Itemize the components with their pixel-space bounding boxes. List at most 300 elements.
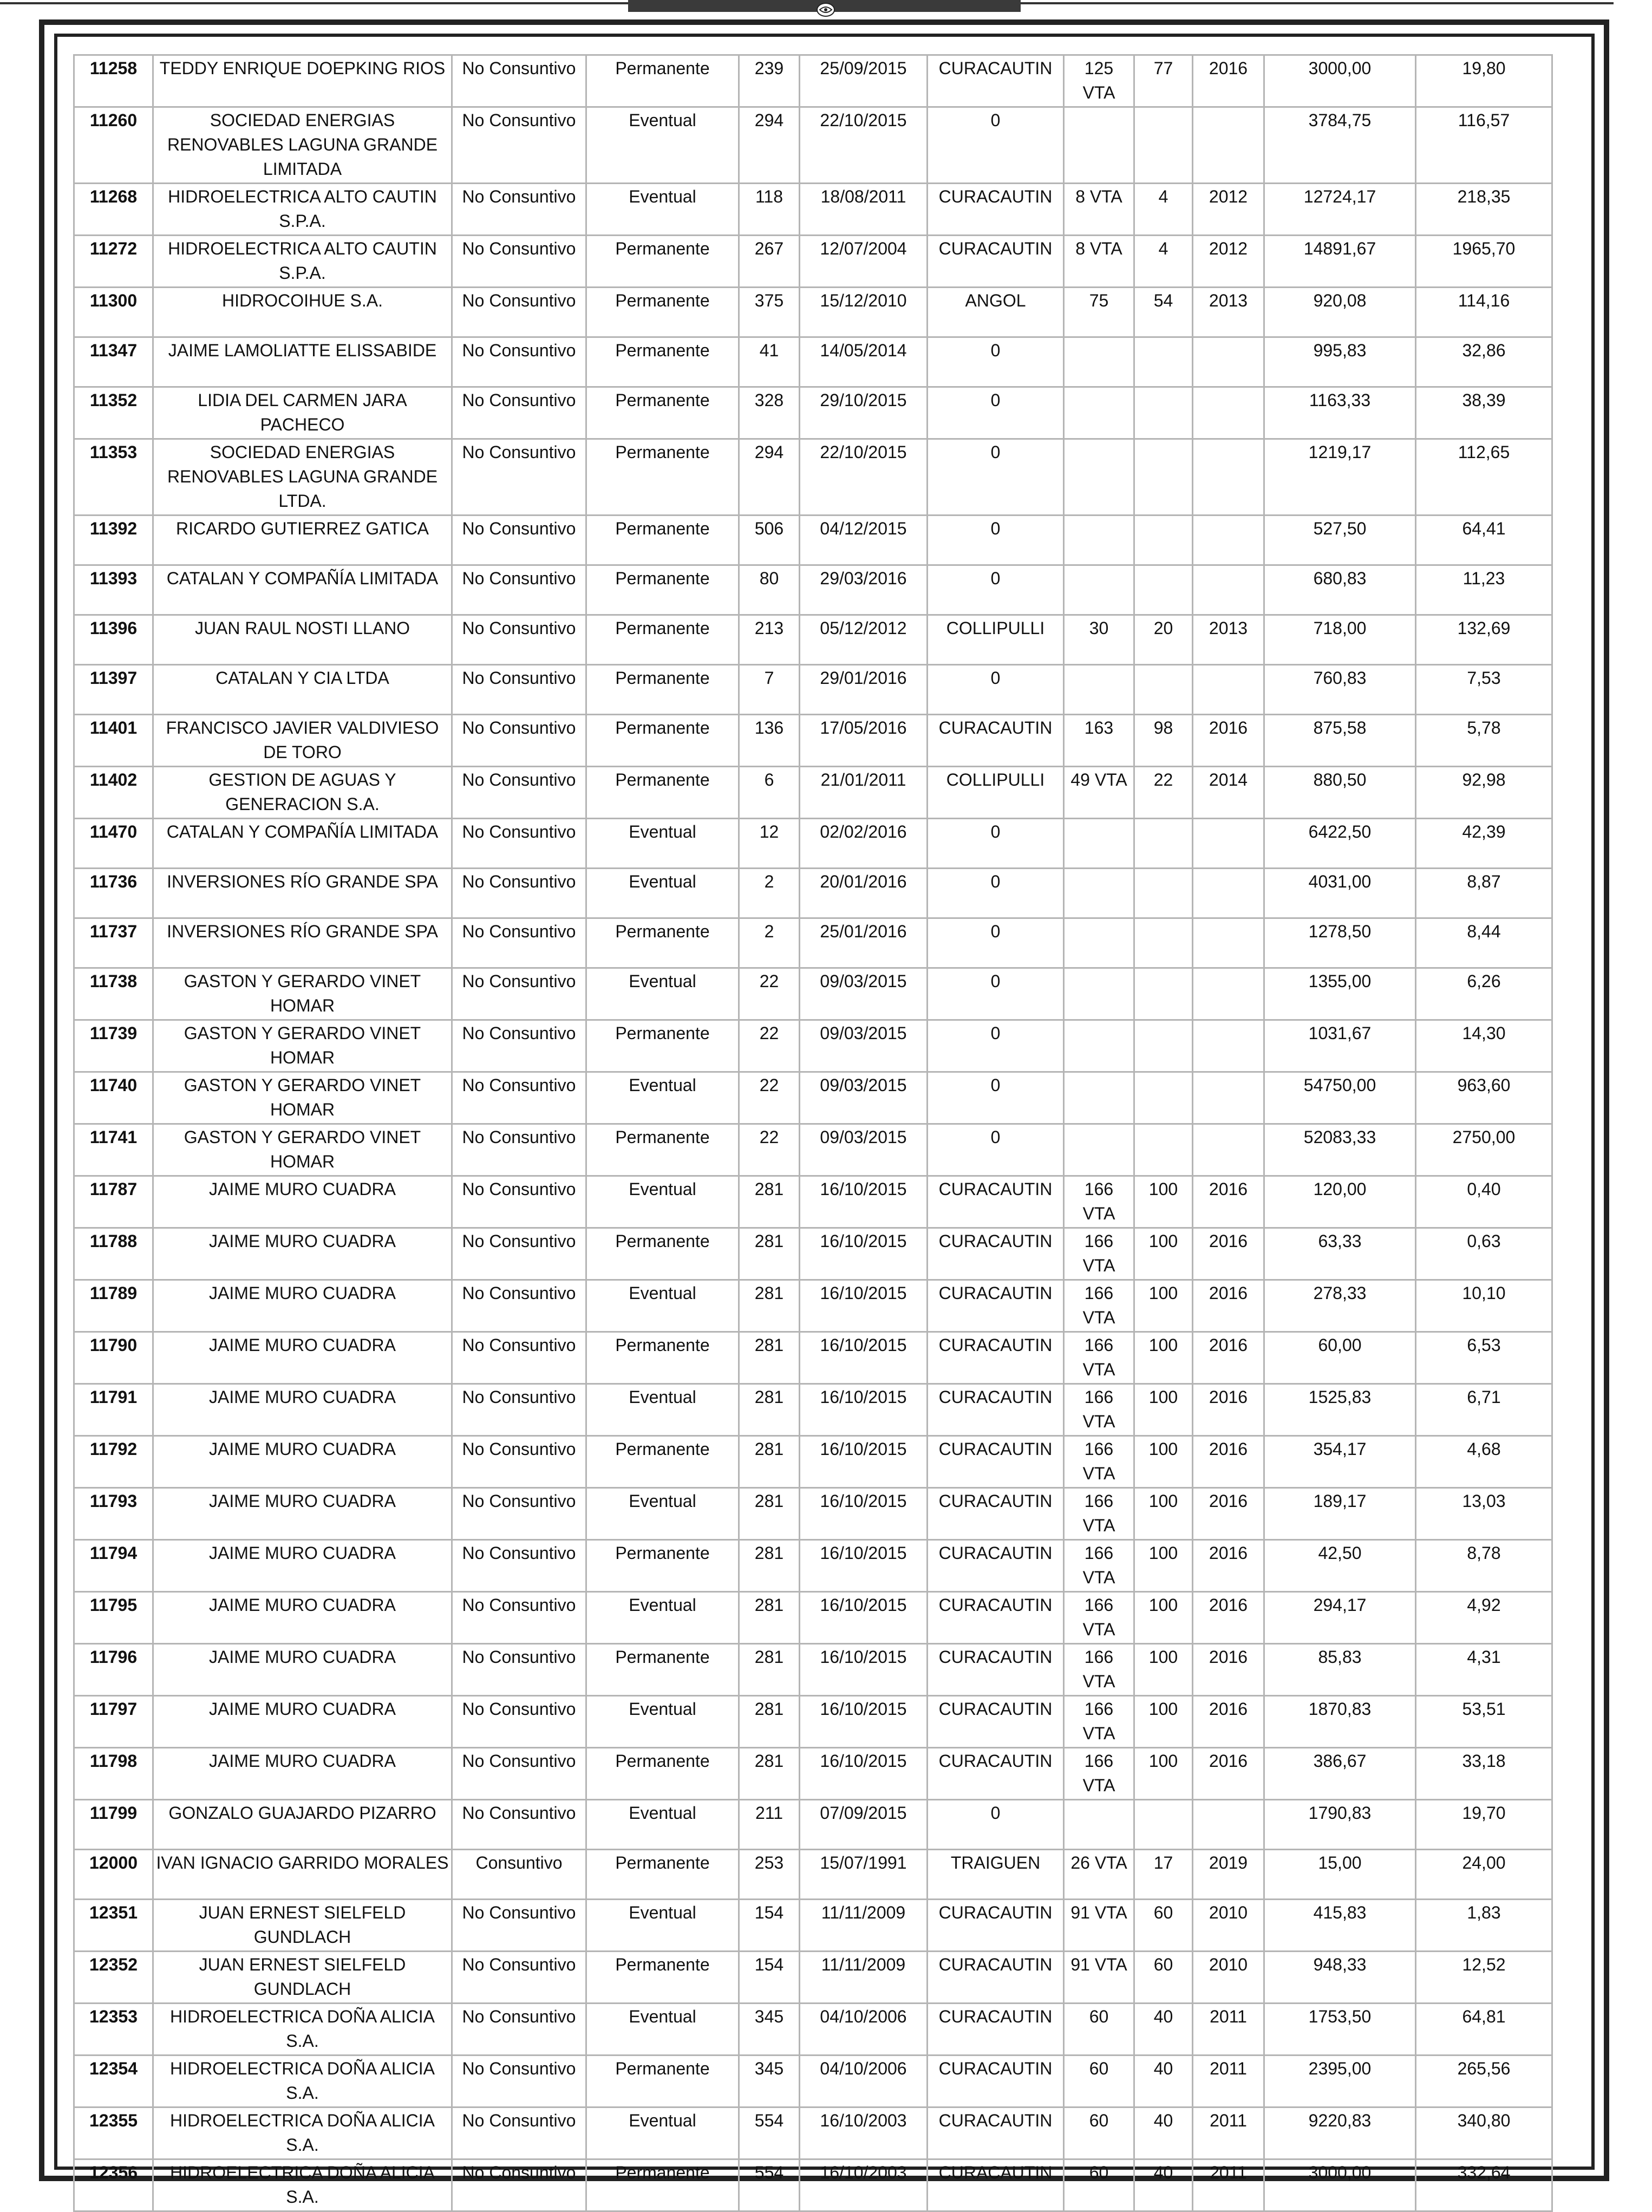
cell-num: 281 [739,1696,800,1748]
cell-fojas: 166 VTA [1064,1748,1134,1800]
cell-anio: 2016 [1193,55,1264,107]
cell-fojas: 8 VTA [1064,236,1134,288]
cell-name: FRANCISCO JAVIER VALDIVIESO DE TORO [153,715,452,767]
cell-numero [1134,665,1193,715]
cell-valor: 1965,70 [1416,236,1552,288]
cell-numero: 40 [1134,2159,1193,2211]
cell-anio: 2016 [1193,1176,1264,1228]
cell-valor: 2750,00 [1416,1124,1552,1176]
cell-id: 11393 [74,565,153,615]
cell-anio: 2011 [1193,2056,1264,2107]
cell-comuna: CURACAUTIN [928,1644,1064,1696]
cell-id: 11799 [74,1800,153,1850]
cell-valor: 38,39 [1416,387,1552,439]
cell-anio: 2010 [1193,1952,1264,2004]
cell-id: 12351 [74,1900,153,1952]
water-rights-table [73,54,1551,2212]
cell-numero: 60 [1134,1952,1193,2004]
cell-caudal: 60,00 [1264,1332,1416,1384]
cell-id: 12354 [74,2056,153,2107]
cell-ejercicio: Permanente [586,918,739,968]
cell-caudal: 995,83 [1264,337,1416,387]
cell-comuna: 0 [928,1020,1064,1072]
cell-valor: 265,56 [1416,2056,1552,2107]
cell-name: RICARDO GUTIERREZ GATICA [153,516,452,565]
cell-numero: 4 [1134,236,1193,288]
cell-id: 11738 [74,968,153,1020]
cell-fecha: 16/10/2015 [800,1384,928,1436]
cell-fojas [1064,869,1134,918]
cell-id: 11347 [74,337,153,387]
cell-tipo: No Consuntivo [452,1696,586,1748]
cell-fecha: 16/10/2015 [800,1280,928,1332]
cell-anio [1193,665,1264,715]
cell-anio [1193,1072,1264,1124]
cell-fojas: 166 VTA [1064,1644,1134,1696]
cell-fojas [1064,1020,1134,1072]
cell-name: GONZALO GUAJARDO PIZARRO [153,1800,452,1850]
cell-num: 2 [739,918,800,968]
table-row [74,1124,1552,1176]
cell-caudal: 354,17 [1264,1436,1416,1488]
cell-num: 267 [739,236,800,288]
cell-id: 11258 [74,55,153,107]
cell-num: 41 [739,337,800,387]
table-row [74,387,1552,439]
cell-caudal: 278,33 [1264,1280,1416,1332]
cell-fecha: 21/01/2011 [800,767,928,819]
cell-anio: 2013 [1193,615,1264,665]
cell-valor: 5,78 [1416,715,1552,767]
table-row [74,1436,1552,1488]
cell-name: JAIME MURO CUADRA [153,1384,452,1436]
cell-name: JAIME MURO CUADRA [153,1280,452,1332]
cell-tipo: No Consuntivo [452,1592,586,1644]
cell-valor: 0,63 [1416,1228,1552,1280]
cell-name: JAIME MURO CUADRA [153,1176,452,1228]
cell-fojas [1064,387,1134,439]
cell-ejercicio: Eventual [586,1696,739,1748]
cell-id: 12000 [74,1850,153,1900]
cell-numero: 40 [1134,2004,1193,2056]
cell-valor: 12,52 [1416,1952,1552,2004]
cell-tipo: No Consuntivo [452,767,586,819]
cell-numero: 40 [1134,2056,1193,2107]
cell-fojas: 125 VTA [1064,55,1134,107]
cell-fecha: 15/07/1991 [800,1850,928,1900]
cell-id: 11789 [74,1280,153,1332]
cell-id: 11798 [74,1748,153,1800]
table-row [74,1280,1552,1332]
cell-name: JAIME MURO CUADRA [153,1748,452,1800]
cell-fecha: 02/02/2016 [800,819,928,869]
cell-numero [1134,1020,1193,1072]
cell-caudal: 760,83 [1264,665,1416,715]
cell-fecha: 16/10/2015 [800,1592,928,1644]
cell-ejercicio: Eventual [586,2107,739,2159]
cell-name: JAIME MURO CUADRA [153,1488,452,1540]
cell-numero: 54 [1134,288,1193,337]
cell-numero [1134,968,1193,1020]
cell-id: 11352 [74,387,153,439]
cell-id: 11793 [74,1488,153,1540]
cell-numero: 100 [1134,1488,1193,1540]
cell-valor: 33,18 [1416,1748,1552,1800]
cell-valor: 8,78 [1416,1540,1552,1592]
cell-num: 554 [739,2107,800,2159]
cell-comuna: CURACAUTIN [928,55,1064,107]
cell-fecha: 25/01/2016 [800,918,928,968]
cell-id: 11392 [74,516,153,565]
cell-num: 345 [739,2004,800,2056]
cell-anio: 2013 [1193,288,1264,337]
cell-numero [1134,1072,1193,1124]
cell-id: 11300 [74,288,153,337]
cell-id: 11795 [74,1592,153,1644]
table-row [74,1800,1552,1850]
table-row [74,819,1552,869]
cell-ejercicio: Eventual [586,1592,739,1644]
cell-fojas: 166 VTA [1064,1228,1134,1280]
cell-tipo: No Consuntivo [452,107,586,184]
cell-num: 281 [739,1540,800,1592]
cell-anio [1193,439,1264,516]
cell-anio: 2016 [1193,1280,1264,1332]
cell-comuna: 0 [928,918,1064,968]
cell-valor: 1,83 [1416,1900,1552,1952]
cell-ejercicio: Permanente [586,1952,739,2004]
cell-fecha: 17/05/2016 [800,715,928,767]
cell-valor: 53,51 [1416,1696,1552,1748]
cell-valor: 963,60 [1416,1072,1552,1124]
cell-ejercicio: Eventual [586,2004,739,2056]
cell-comuna: 0 [928,1124,1064,1176]
cell-tipo: No Consuntivo [452,439,586,516]
cell-id: 11470 [74,819,153,869]
cell-ejercicio: Permanente [586,615,739,665]
cell-fojas: 166 VTA [1064,1280,1134,1332]
cell-numero: 100 [1134,1176,1193,1228]
cell-numero: 22 [1134,767,1193,819]
cell-tipo: No Consuntivo [452,1072,586,1124]
cell-ejercicio: Permanente [586,715,739,767]
cell-numero: 100 [1134,1228,1193,1280]
cell-ejercicio: Permanente [586,1644,739,1696]
cell-num: 375 [739,288,800,337]
cell-ejercicio: Eventual [586,1176,739,1228]
cell-num: 154 [739,1900,800,1952]
cell-comuna: ANGOL [928,288,1064,337]
cell-fojas [1064,565,1134,615]
cell-comuna: CURACAUTIN [928,1592,1064,1644]
cell-caudal: 1219,17 [1264,439,1416,516]
cell-caudal: 415,83 [1264,1900,1416,1952]
cell-anio: 2016 [1193,1488,1264,1540]
cell-tipo: No Consuntivo [452,1436,586,1488]
table-row [74,1592,1552,1644]
cell-numero [1134,565,1193,615]
cell-comuna: 0 [928,516,1064,565]
cell-ejercicio: Eventual [586,1800,739,1850]
cell-comuna: CURACAUTIN [928,1900,1064,1952]
table-row [74,1952,1552,2004]
cell-numero: 100 [1134,1592,1193,1644]
cell-num: 281 [739,1228,800,1280]
cell-name: CATALAN Y COMPAÑÍA LIMITADA [153,819,452,869]
cell-ejercicio: Permanente [586,439,739,516]
cell-caudal: 14891,67 [1264,236,1416,288]
cell-tipo: No Consuntivo [452,337,586,387]
table-row [74,918,1552,968]
table-row [74,107,1552,184]
cell-tipo: No Consuntivo [452,184,586,236]
cell-numero [1134,869,1193,918]
cell-fojas [1064,1072,1134,1124]
cell-name: HIDROELECTRICA DOÑA ALICIA S.A. [153,2159,452,2211]
cell-name: CATALAN Y COMPAÑÍA LIMITADA [153,565,452,615]
cell-comuna: CURACAUTIN [928,1332,1064,1384]
cell-anio [1193,968,1264,1020]
cell-fecha: 16/10/2003 [800,2107,928,2159]
cell-name: CATALAN Y CIA LTDA [153,665,452,715]
cell-comuna: CURACAUTIN [928,2056,1064,2107]
cell-fecha: 16/10/2015 [800,1644,928,1696]
cell-tipo: No Consuntivo [452,2004,586,2056]
table-row [74,1696,1552,1748]
cell-comuna: CURACAUTIN [928,1384,1064,1436]
cell-comuna: TRAIGUEN [928,1850,1064,1900]
cell-id: 11792 [74,1436,153,1488]
cell-ejercicio: Permanente [586,1124,739,1176]
cell-fojas: 166 VTA [1064,1592,1134,1644]
cell-caudal: 3000,00 [1264,55,1416,107]
cell-ejercicio: Eventual [586,968,739,1020]
cell-ejercicio: Permanente [586,665,739,715]
cell-comuna: CURACAUTIN [928,1952,1064,2004]
cell-fecha: 16/10/2015 [800,1176,928,1228]
cell-num: 7 [739,665,800,715]
cell-name: HIDROCOIHUE S.A. [153,288,452,337]
cell-ejercicio: Permanente [586,288,739,337]
cell-id: 11397 [74,665,153,715]
cell-numero [1134,918,1193,968]
cell-caudal: 948,33 [1264,1952,1416,2004]
cell-name: GASTON Y GERARDO VINET HOMAR [153,1124,452,1176]
cell-comuna: CURACAUTIN [928,1436,1064,1488]
cell-name: IVAN IGNACIO GARRIDO MORALES [153,1850,452,1900]
cell-tipo: No Consuntivo [452,968,586,1020]
cell-numero [1134,439,1193,516]
cell-ejercicio: Eventual [586,819,739,869]
cell-comuna: 0 [928,819,1064,869]
cell-comuna: 0 [928,387,1064,439]
cell-fojas [1064,918,1134,968]
cell-tipo: No Consuntivo [452,1644,586,1696]
cell-id: 11796 [74,1644,153,1696]
cell-valor: 132,69 [1416,615,1552,665]
cell-numero [1134,337,1193,387]
table-row [74,1332,1552,1384]
cell-num: 22 [739,1020,800,1072]
cell-name: JUAN ERNEST SIELFELD GUNDLACH [153,1952,452,2004]
cell-fecha: 15/12/2010 [800,288,928,337]
cell-tipo: No Consuntivo [452,1952,586,2004]
cell-ejercicio: Permanente [586,2056,739,2107]
cell-fecha: 16/10/2015 [800,1436,928,1488]
cell-valor: 24,00 [1416,1850,1552,1900]
cell-comuna: COLLIPULLI [928,615,1064,665]
cell-comuna: CURACAUTIN [928,1228,1064,1280]
cell-num: 281 [739,1332,800,1384]
cell-valor: 340,80 [1416,2107,1552,2159]
cell-fojas: 8 VTA [1064,184,1134,236]
cell-id: 11788 [74,1228,153,1280]
cell-fecha: 16/10/2015 [800,1540,928,1592]
cell-caudal: 85,83 [1264,1644,1416,1696]
cell-id: 11272 [74,236,153,288]
cell-valor: 4,68 [1416,1436,1552,1488]
cell-anio [1193,387,1264,439]
table-row [74,1488,1552,1540]
cell-tipo: No Consuntivo [452,288,586,337]
cell-comuna: 0 [928,665,1064,715]
cell-caudal: 1753,50 [1264,2004,1416,2056]
cell-fojas: 60 [1064,2159,1134,2211]
cell-ejercicio: Eventual [586,1384,739,1436]
cell-valor: 11,23 [1416,565,1552,615]
cell-caudal: 718,00 [1264,615,1416,665]
cell-caudal: 120,00 [1264,1176,1416,1228]
cell-id: 11402 [74,767,153,819]
cell-num: 154 [739,1952,800,2004]
cell-anio: 2016 [1193,1696,1264,1748]
cell-ejercicio: Permanente [586,2159,739,2211]
cell-fojas: 163 [1064,715,1134,767]
cell-num: 294 [739,107,800,184]
table-row [74,615,1552,665]
cell-anio [1193,1020,1264,1072]
table-row [74,288,1552,337]
cell-anio: 2016 [1193,715,1264,767]
cell-fojas [1064,439,1134,516]
table-row [74,516,1552,565]
cell-numero: 17 [1134,1850,1193,1900]
cell-fojas [1064,107,1134,184]
cell-anio [1193,819,1264,869]
cell-comuna: CURACAUTIN [928,1540,1064,1592]
cell-anio: 2016 [1193,1436,1264,1488]
cell-ejercicio: Eventual [586,184,739,236]
cell-anio [1193,869,1264,918]
cell-caudal: 1163,33 [1264,387,1416,439]
cell-comuna: 0 [928,337,1064,387]
table-row [74,2107,1552,2159]
cell-numero: 40 [1134,2107,1193,2159]
cell-fecha: 04/10/2006 [800,2056,928,2107]
cell-caudal: 42,50 [1264,1540,1416,1592]
cell-anio: 2011 [1193,2107,1264,2159]
cell-fojas: 166 VTA [1064,1176,1134,1228]
cell-anio [1193,1800,1264,1850]
cell-ejercicio: Permanente [586,565,739,615]
cell-caudal: 9220,83 [1264,2107,1416,2159]
cell-fojas: 166 VTA [1064,1540,1134,1592]
cell-num: 239 [739,55,800,107]
cell-ejercicio: Permanente [586,236,739,288]
cell-fecha: 09/03/2015 [800,1020,928,1072]
cell-anio: 2019 [1193,1850,1264,1900]
cell-comuna: CURACAUTIN [928,2004,1064,2056]
cell-valor: 6,53 [1416,1332,1552,1384]
cell-fecha: 07/09/2015 [800,1800,928,1850]
cell-id: 12356 [74,2159,153,2211]
cell-id: 11790 [74,1332,153,1384]
cell-anio: 2016 [1193,1228,1264,1280]
cell-valor: 19,70 [1416,1800,1552,1850]
cell-fojas [1064,665,1134,715]
cell-valor: 7,53 [1416,665,1552,715]
cell-anio [1193,337,1264,387]
cell-num: 554 [739,2159,800,2211]
table-row [74,968,1552,1020]
cell-ejercicio: Eventual [586,869,739,918]
cell-valor: 42,39 [1416,819,1552,869]
cell-name: GASTON Y GERARDO VINET HOMAR [153,968,452,1020]
cell-tipo: No Consuntivo [452,869,586,918]
cell-fecha: 12/07/2004 [800,236,928,288]
cell-id: 11741 [74,1124,153,1176]
cell-name: HIDROELECTRICA ALTO CAUTIN S.P.A. [153,184,452,236]
cell-ejercicio: Permanente [586,337,739,387]
cell-ejercicio: Eventual [586,1900,739,1952]
cell-numero: 100 [1134,1748,1193,1800]
cell-caudal: 54750,00 [1264,1072,1416,1124]
cell-fojas: 166 VTA [1064,1332,1134,1384]
cell-anio: 2012 [1193,236,1264,288]
cell-fecha: 29/10/2015 [800,387,928,439]
cell-fecha: 05/12/2012 [800,615,928,665]
cell-caudal: 189,17 [1264,1488,1416,1540]
cell-valor: 19,80 [1416,55,1552,107]
table-row [74,337,1552,387]
cell-num: 506 [739,516,800,565]
cell-tipo: No Consuntivo [452,387,586,439]
cell-caudal: 63,33 [1264,1228,1416,1280]
cell-caudal: 1355,00 [1264,968,1416,1020]
cell-valor: 8,87 [1416,869,1552,918]
cell-numero [1134,1800,1193,1850]
cell-valor: 32,86 [1416,337,1552,387]
cell-tipo: No Consuntivo [452,1124,586,1176]
cell-name: GESTION DE AGUAS Y GENERACION S.A. [153,767,452,819]
cell-fecha: 25/09/2015 [800,55,928,107]
cell-anio: 2016 [1193,1332,1264,1384]
cell-caudal: 527,50 [1264,516,1416,565]
cell-name: JAIME MURO CUADRA [153,1436,452,1488]
cell-fecha: 09/03/2015 [800,968,928,1020]
cell-name: JAIME MURO CUADRA [153,1696,452,1748]
cell-id: 11353 [74,439,153,516]
table-row [74,1850,1552,1900]
cell-num: 281 [739,1748,800,1800]
cell-tipo: No Consuntivo [452,715,586,767]
cell-id: 11797 [74,1696,153,1748]
cell-caudal: 1278,50 [1264,918,1416,968]
cell-num: 22 [739,1072,800,1124]
cell-id: 11791 [74,1384,153,1436]
cell-id: 11401 [74,715,153,767]
cell-name: SOCIEDAD ENERGIAS RENOVABLES LAGUNA GRANDE LIMITADA [153,107,452,184]
